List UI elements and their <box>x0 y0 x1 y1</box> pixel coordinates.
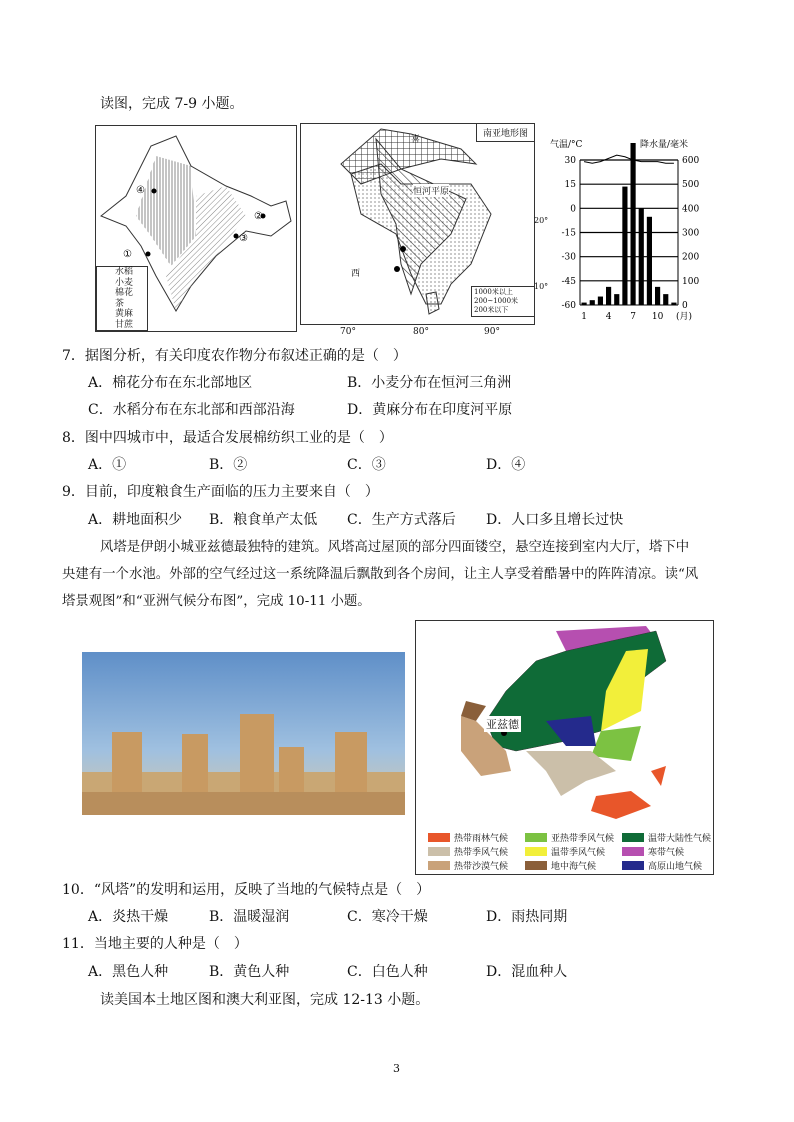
x-tick-label: 4 <box>605 312 612 322</box>
q7-option-d[interactable]: D．黄麻分布在印度河平原 <box>347 402 513 418</box>
x-tick-label: 7 <box>630 312 636 322</box>
legend-label: 亚热带季风气候 <box>551 834 615 844</box>
legend-label: 高原山地气候 <box>648 862 703 872</box>
legend-label: 热带沙漠气候 <box>454 862 509 872</box>
q9-option-b[interactable]: B．粮食单产太低 <box>209 512 318 528</box>
legend-swatch <box>428 847 450 856</box>
q10-option-d[interactable]: D．雨热同期 <box>486 909 568 925</box>
x-axis-unit: (月) <box>676 312 693 322</box>
legend-label: 热带雨林气候 <box>454 834 509 844</box>
legend-swatch <box>622 847 644 856</box>
crop-legend <box>96 266 148 331</box>
temp-tick-label: -45 <box>561 276 576 287</box>
legend-sugarcane: 甘蔗 <box>115 319 134 330</box>
label-ganges-plain: 恒河平原 <box>413 184 449 197</box>
city-label-yazd: 亚兹德 <box>486 718 519 731</box>
terrain-map-title: 南亚地形图 <box>476 124 534 142</box>
precip-bar <box>590 300 595 305</box>
climate-chart <box>550 135 710 335</box>
q9-option-d[interactable]: D．人口多且增长过快 <box>486 512 624 528</box>
precip-bar <box>631 143 636 305</box>
label-west: 西 <box>351 269 361 279</box>
climate-legend-item <box>428 859 508 872</box>
temp-tick-label: -30 <box>561 252 576 263</box>
wind-tower-photo <box>82 652 405 815</box>
climate-legend-item <box>525 859 596 872</box>
precip-bar <box>614 294 619 305</box>
precip-bar <box>582 303 587 305</box>
intro-7-9: 读图，完成 7-9 小题。 <box>100 96 244 112</box>
precip-tick-label: 0 <box>682 301 688 311</box>
q11-option-d[interactable]: D．混血种人 <box>486 964 568 980</box>
y2-axis-title: 降水量/毫米 <box>640 140 689 150</box>
city-marker-4: ④ <box>136 185 145 196</box>
legend-swatch <box>525 861 547 870</box>
precip-bar <box>647 217 652 305</box>
legend-below-200: 200米以下 <box>474 306 509 314</box>
city-marker-2: ② <box>254 211 263 222</box>
precip-tick-label: 200 <box>682 252 700 263</box>
legend-label: 温带大陆性气候 <box>648 834 712 844</box>
temperature-line <box>584 155 674 163</box>
legend-swatch <box>428 861 450 870</box>
lon-70: 70° <box>340 327 356 337</box>
legend-jute: 黄麻 <box>115 309 134 319</box>
climate-legend-item <box>525 831 614 844</box>
precip-tick-label: 300 <box>682 228 700 239</box>
legend-label: 寒带气候 <box>648 848 685 858</box>
q10-option-a[interactable]: A．炎热干燥 <box>88 909 169 925</box>
precip-tick-label: 600 <box>682 156 700 166</box>
temp-tick-label: 15 <box>564 180 576 191</box>
q7-option-c[interactable]: C．水稻分布在东北部和西部沿海 <box>88 402 295 418</box>
precip-bar <box>598 297 603 305</box>
q7-stem: 7．据图分析，有关印度农作物分布叙述正确的是（ ） <box>62 348 407 364</box>
q9-option-a[interactable]: A．耕地面积少 <box>88 512 183 528</box>
q9-stem: 9．目前，印度粮食生产面临的压力主要来自（ ） <box>62 484 379 500</box>
q11-option-b[interactable]: B．黄色人种 <box>209 964 290 980</box>
q8-option-b[interactable]: B．② <box>209 457 248 473</box>
q9-option-c[interactable]: C．生产方式落后 <box>347 512 456 528</box>
legend-swatch <box>428 833 450 842</box>
x-tick-label: 10 <box>651 312 664 322</box>
paragraph-line-3: 塔景观图”和“亚洲气候分布图”，完成 10-11 小题。 <box>62 594 371 609</box>
south-asia-terrain-map <box>300 123 535 325</box>
x-tick-label: 1 <box>581 312 587 322</box>
q10-stem: 10．“风塔”的发明和运用，反映了当地的气候特点是（ ） <box>62 882 431 898</box>
label-himalaya: 喜 <box>411 135 421 145</box>
q11-option-a[interactable]: A．黑色人种 <box>88 964 169 980</box>
legend-swatch <box>622 833 644 842</box>
q8-stem: 8．图中四城市中，最适合发展棉纺织工业的是（ ） <box>62 430 393 446</box>
city-marker-3: ③ <box>239 233 248 244</box>
terrain-legend <box>471 286 535 317</box>
legend-wheat: 小麦 <box>115 277 134 288</box>
q7-option-b[interactable]: B．小麦分布在恒河三角洲 <box>347 375 512 391</box>
climate-legend-item <box>428 831 508 844</box>
legend-above-1000: 1000米以上 <box>474 288 513 296</box>
q10-option-b[interactable]: B．温暖湿润 <box>209 909 290 925</box>
q10-option-c[interactable]: C．寒冷干燥 <box>347 909 428 925</box>
q11-stem: 11．当地主要的人种是（ ） <box>62 936 248 952</box>
legend-tea: 茶 <box>115 298 125 309</box>
legend-200-1000: 200~1000米 <box>474 297 519 305</box>
climate-legend-item <box>428 845 508 858</box>
precip-bar <box>655 287 660 305</box>
legend-label: 温带季风气候 <box>551 848 606 858</box>
legend-rice: 水稻 <box>115 267 134 277</box>
page-number: 3 <box>393 1062 400 1075</box>
temp-tick-label: -15 <box>561 228 576 239</box>
asia-climate-map <box>415 620 714 875</box>
climate-legend-item <box>622 831 711 844</box>
climate-legend-item <box>525 845 605 858</box>
legend-swatch <box>622 861 644 870</box>
y-axis-title: 气温/°C <box>550 140 583 150</box>
paragraph-line-2: 央建有一个水池。外部的空气经过这一系统降温后飘散到各个房间，让主人享受着酷暑中的阵阵清凉。读“风 <box>62 567 699 582</box>
precip-bar <box>663 294 668 305</box>
lon-90: 90° <box>484 327 500 337</box>
legend-label: 热带季风气候 <box>454 848 509 858</box>
temp-tick-label: -60 <box>561 301 576 311</box>
climate-legend-item <box>622 845 684 858</box>
precip-bar <box>639 208 644 305</box>
legend-swatch <box>525 847 547 856</box>
precip-tick-label: 100 <box>682 276 700 287</box>
q11-option-c[interactable]: C．白色人种 <box>347 964 428 980</box>
precip-tick-label: 500 <box>682 180 700 191</box>
precip-tick-label: 400 <box>682 204 700 215</box>
lat-10: 10° <box>534 282 549 291</box>
q8-option-a[interactable]: A．① <box>88 457 127 473</box>
india-crops-map <box>95 125 297 332</box>
asia-climate-shapes <box>416 621 713 821</box>
precip-bar <box>671 303 676 305</box>
q8-option-c[interactable]: C．③ <box>347 457 386 473</box>
legend-swatch <box>525 833 547 842</box>
temp-tick-label: 0 <box>570 204 576 215</box>
precip-bar <box>606 287 611 305</box>
legend-cotton: 棉花 <box>115 288 134 298</box>
climate-legend-item <box>622 859 702 872</box>
paragraph-line-1: 风塔是伊朗小城亚兹德最独特的建筑。风塔高过屋顶的部分四面镂空，悬空连接到室内大厅，塔下中 <box>100 540 690 555</box>
lat-20: 20° <box>534 216 549 225</box>
precip-bar <box>622 187 627 305</box>
legend-label: 地中海气候 <box>551 862 597 872</box>
intro-12-13: 读美国本土地区图和澳大利亚图，完成 12-13 小题。 <box>100 992 430 1008</box>
q7-option-a[interactable]: A．棉花分布在东北部地区 <box>88 375 253 391</box>
temp-tick-label: 30 <box>564 156 576 166</box>
city-marker-1: ① <box>123 249 132 260</box>
q8-option-d[interactable]: D．④ <box>486 457 526 473</box>
lon-80: 80° <box>413 327 429 337</box>
